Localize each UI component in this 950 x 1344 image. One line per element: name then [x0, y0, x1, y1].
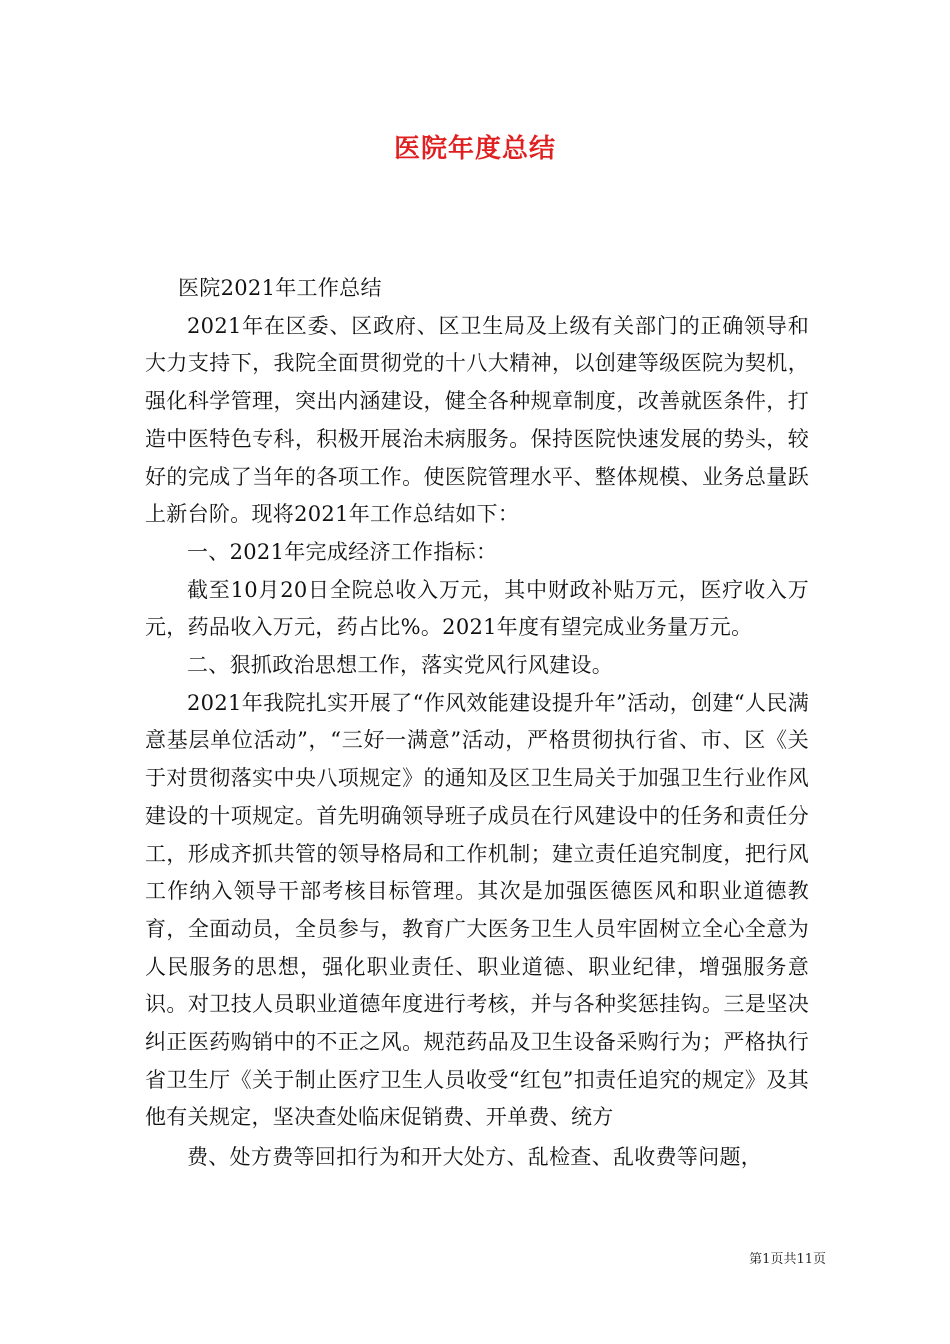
document-title: 医院年度总结: [393, 134, 556, 164]
body-paragraph: 费、处方费等回扣行为和开大处方、乱检查、乱收费等问题，: [187, 1145, 763, 1170]
body-paragraph: 2021年在区委、区政府、区卫生局及上级有关部门的正确领导和大力支持下，我院全面贯彻党的十八大精神，以创建等级医院为契机，强化科学管理，突出内涵建设，健全各种规章制度，改善就医条件，打造中医特色专科，积极开展治未病服务。保持医院快速发展的势头，较好的完成了当年的各项工作。使医院管理水平、整体规模、业务总量跃上新台阶。现将2021年工作总结如下：: [145, 313, 809, 527]
document-body: [145, 270, 809, 1177]
body-paragraph: 截至10月20日全院总收入万元，其中财政补贴万元，医疗收入万元，药品收入万元，药占比%。2021年度有望完成业务量万元。: [145, 577, 809, 640]
body-paragraph-section-heading: 一、2021年完成经济工作指标：: [187, 539, 498, 564]
body-paragraph-section-heading: 二、狠抓政治思想工作，落实党风行风建设。: [187, 653, 613, 678]
page-number: 第1页共11页: [749, 1252, 826, 1267]
body-paragraph: 2021年我院扎实开展了“作风效能建设提升年”活动，创建“人民满意基层单位活动”，“三好一满意”活动，严格贯彻执行省、市、区《关于对贯彻落实中央八项规定》的通知及区卫生局关于加强卫生行业作风建设的十项规定。首先明确领导班子成员在行风建设中的任务和责任分工，形成齐抓共管的领导格局和工作机制；建立责任追究制度，把行风工作纳入领导干部考核目标管理。其次是加强医德医风和职业道德教育，全面动员，全员参与，教育广大医务卫生人员牢固树立全心全意为人民服务的思想，强化职业责任、职业道德、职业纪律，增强服务意识。对卫技人员职业道德年度进行考核，并与各种奖惩挂钩。三是坚决纠正医药购销中的不正之风。规范药品及卫生设备采购行为；严格执行省卫生厅《关于制止医疗卫生人员收受“红包”扣责任追究的规定》及其他有关规定，坚决查处临床促销费、开单费、统方: [145, 690, 809, 1130]
body-paragraph-heading: 医院2021年工作总结: [178, 276, 382, 300]
